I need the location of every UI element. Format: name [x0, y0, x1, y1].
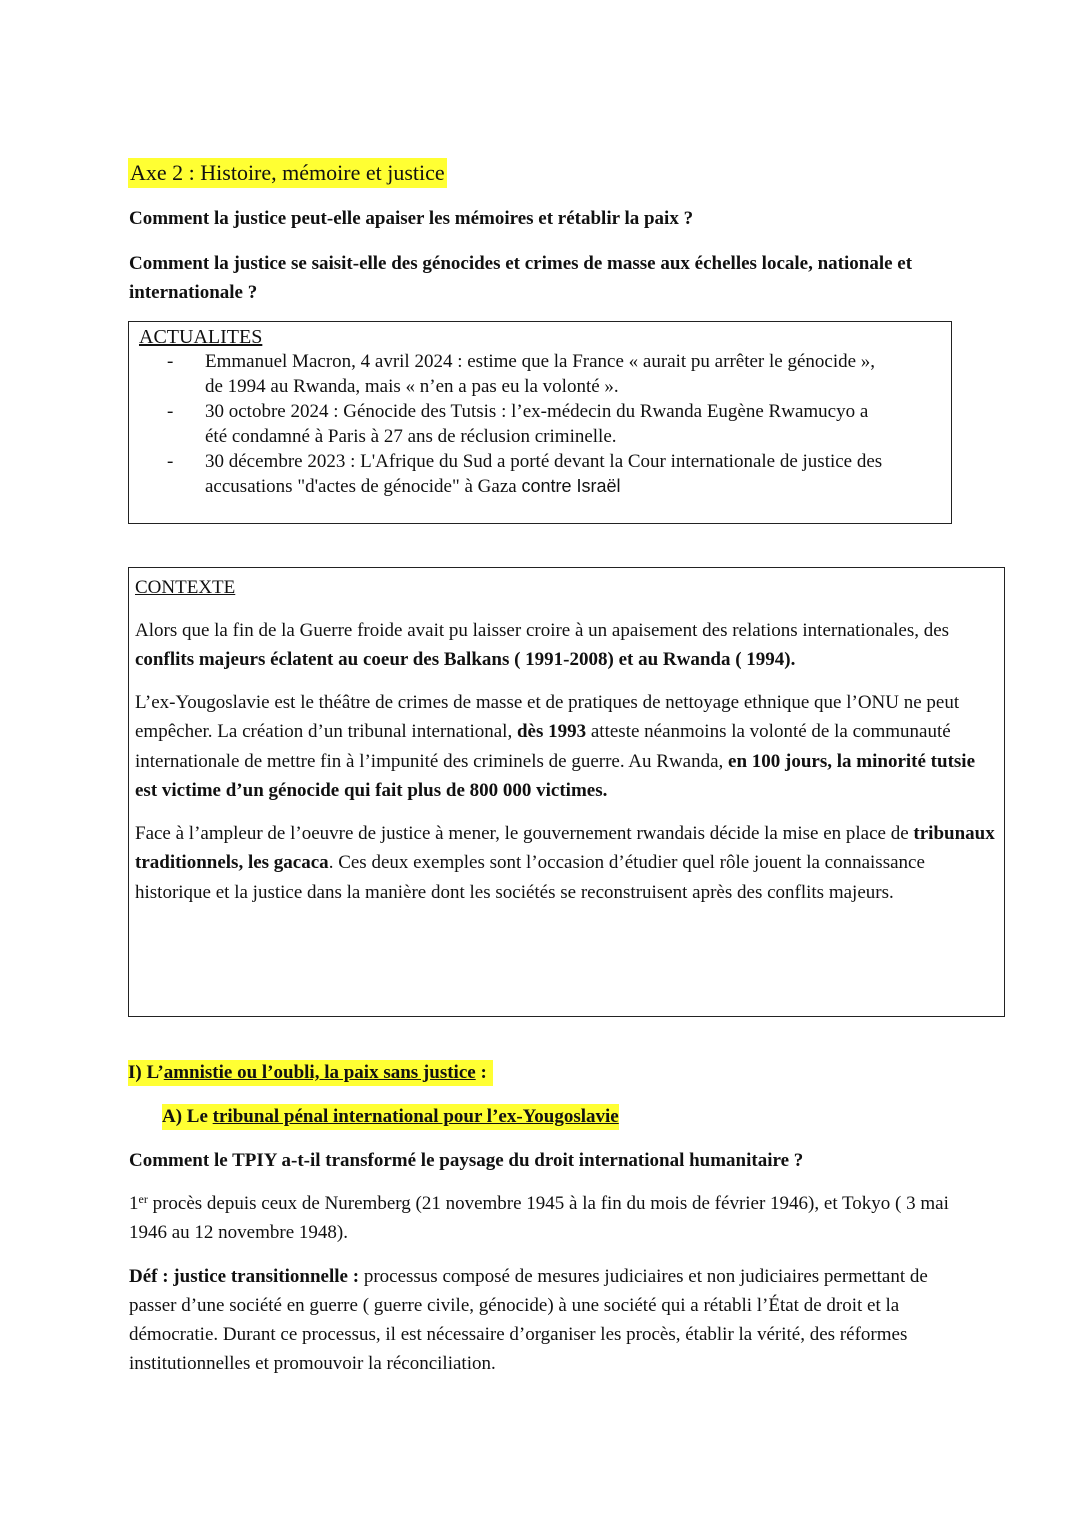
text-run: . Ces deux exemples sont l’occasion d’étudier quel rôle jouent la connaissance historique et la justice dans la manière dont les sociétés se reconstruisent après des conflits majeurs. — [135, 852, 925, 903]
contexte-paragraph-2 — [135, 688, 997, 806]
actualites-heading: ACTUALITES — [139, 326, 263, 348]
section-1-heading — [128, 1060, 493, 1086]
bold-run: en 100 jours, la minorité tutsie est victime d’un génocide qui fait plus de 800 000 victimes. — [135, 750, 976, 801]
proces-paragraph — [129, 1189, 959, 1247]
bold-run: tribunaux traditionnels, les gacaca — [135, 822, 995, 873]
actualites-item-tail: contre Israël — [521, 476, 621, 496]
underlined-run: tribunal pénal international pour l’ex-Yougoslavie — [212, 1106, 619, 1127]
question-2: Comment la justice se saisit-elle des génocides et crimes de masse aux échelles locale, nationale et internationale ? — [129, 253, 913, 303]
contexte-heading: CONTEXTE — [135, 577, 236, 598]
actualites-item-text: 30 décembre 2023 : L'Afrique du Sud a porté devant la Cour internationale de justice des accusations "d'actes de génocide" à Gaza — [205, 451, 883, 497]
actualites-item-text: 30 octobre 2024 : Génocide des Tutsis : l’ex-médecin du Rwanda Eugène Rwamucyo a été condamné à Paris à 27 ans de réclusion criminelle. — [205, 401, 869, 447]
bullet-dash: - — [167, 451, 174, 472]
section-a-heading — [162, 1104, 619, 1130]
actualites-item-text: Emmanuel Macron, 4 avril 2024 : estime que la France « aurait pu arrêter le génocide », de 1994 au Rwanda, mais « n’en a pas eu la volonté ». — [205, 351, 876, 397]
contexte-box — [128, 567, 1005, 1017]
contexte-paragraph-3 — [135, 819, 997, 908]
definition-text: processus composé de mesures judiciaires et non judiciaires permettant de passer d’une société en guerre ( guerre civile, génocide) à une société qui a rétabli l’État de droit et la démocratie. Durant ce processus, il est nécessaire d’organiser les procès, établir la vérité, des réformes institutionnelles et promouvoir la réconciliation. — [129, 1266, 928, 1374]
definition-label: Déf : justice transitionnelle : — [129, 1266, 360, 1287]
text-run: I) L’ — [128, 1062, 164, 1083]
text-run: Face à l’ampleur de l’oeuvre de justice à mener, le gouvernement rwandais décide la mise en place de — [135, 822, 914, 844]
underlined-run: amnistie ou l’oubli, la paix sans justice — [163, 1062, 476, 1083]
actualites-item — [167, 399, 887, 449]
bold-run: dès 1993 — [516, 721, 587, 742]
actualites-box — [128, 321, 952, 524]
actualites-item — [167, 449, 887, 499]
actualites-list — [167, 349, 887, 499]
contexte-paragraph-1 — [135, 616, 997, 675]
superscript: er — [138, 1192, 148, 1206]
axe-title: Axe 2 : Histoire, mémoire et justice — [128, 158, 447, 188]
bullet-dash: - — [167, 401, 174, 422]
bullet-dash: - — [167, 351, 174, 372]
actualites-item — [167, 349, 887, 399]
text-run: Alors que la fin de la Guerre froide avait pu laisser croire à un apaisement des relations internationales, des — [135, 619, 950, 641]
definition-paragraph — [129, 1262, 929, 1378]
bold-run: conflits majeurs éclatent au coeur des Balkans ( 1991-2008) et au Rwanda ( 1994). — [135, 649, 796, 670]
question-1: Comment la justice peut-elle apaiser les mémoires et rétablir la paix ? — [129, 208, 694, 229]
text-run: L’ex-Yougoslavie est le théâtre de crimes de masse et de pratiques de nettoyage ethnique que l’ONU ne peut empêcher. La création d’un tribunal international, — [135, 691, 960, 742]
text-run: atteste néanmoins la volonté de la communauté internationale de mettre fin à l’impunité des criminels de guerre. Au Rwanda, — [135, 721, 951, 772]
question-3: Comment le TPIY a-t-il transformé le paysage du droit international humanitaire ? — [129, 1150, 804, 1171]
text-run: : — [475, 1062, 487, 1083]
text-run: procès depuis ceux de Nuremberg (21 novembre 1945 à la fin du mois de février 1946), et Tokyo ( 3 mai 1946 au 12 novembre 1948). — [129, 1193, 949, 1243]
text-run: 1 — [129, 1193, 139, 1214]
text-run: A) Le — [162, 1106, 213, 1127]
